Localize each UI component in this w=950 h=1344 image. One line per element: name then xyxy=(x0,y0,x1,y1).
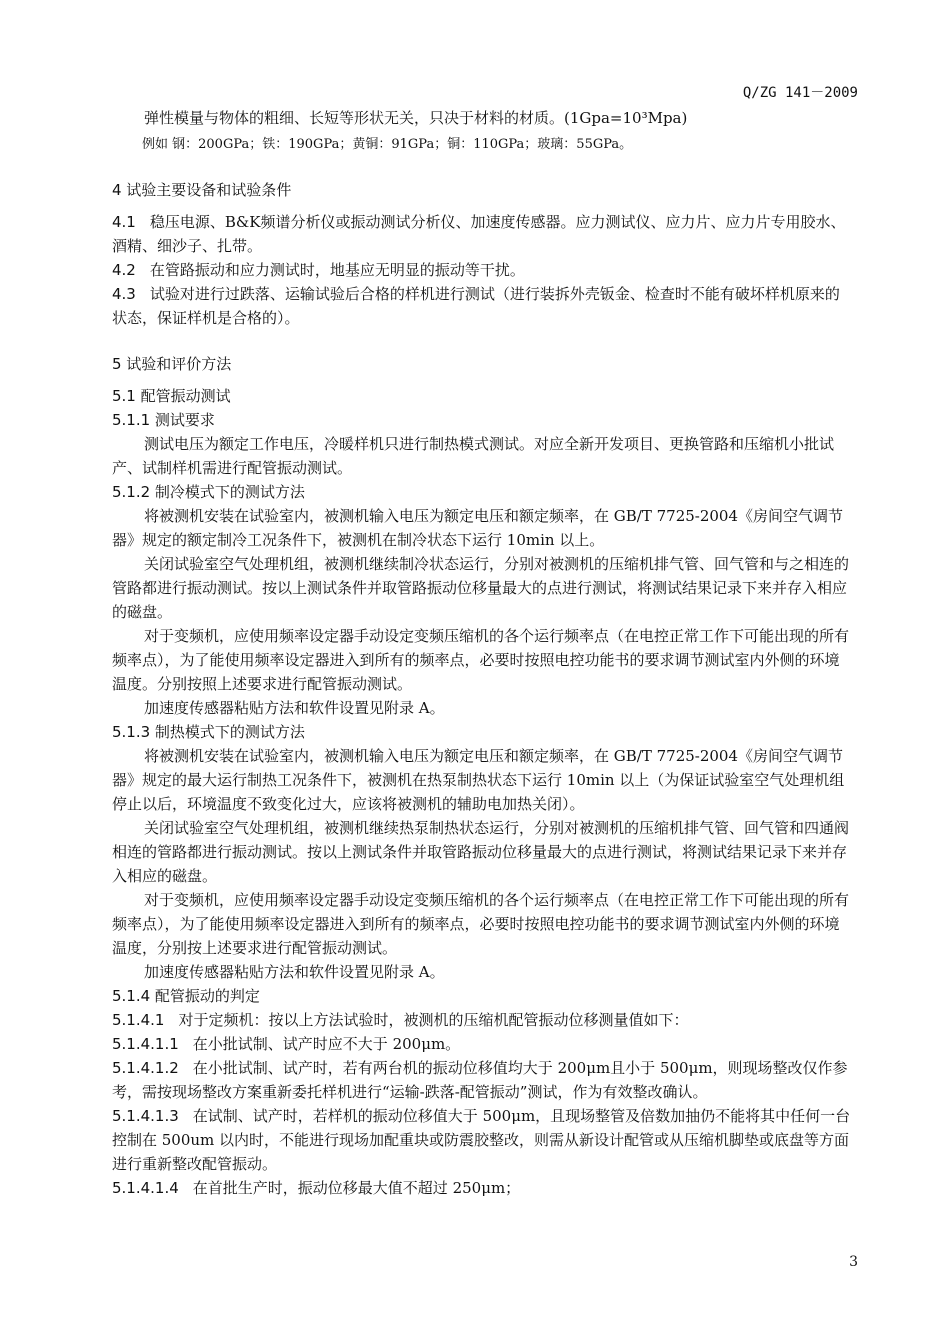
clause-5-1-4-1-2: 5.1.4.1.2 在小批试制、试产时，若有两台机的振动位移值均大于 200μm且小于 500μm，则现场整改仅作参考，需按现场整改方案重新委托样机进行“运输-跌落-配管振动”测试，作为有效整改确认。 xyxy=(112,1059,848,1101)
clause-5-1-1-text: 测试电压为额定工作电压，冷暖样机只进行制热模式测试。对应全新开发项目、更换管路和压缩机小批试产、试制样机需进行配管振动测试。 xyxy=(112,435,835,477)
section-5-1-1-title: 5.1.1 测试要求 xyxy=(112,411,215,429)
modulus-note: 弹性模量与物体的粗细、长短等形状无关，只决于材料的材质。(1Gpa=10³Mpa) xyxy=(144,109,688,127)
clause-5-1-2-p4: 加速度传感器粘贴方法和软件设置见附录 A。 xyxy=(144,699,445,717)
clause-5-1-2-p1: 将被测机安装在试验室内，被测机输入电压为额定电压和额定频率，在 GB/T 7725-2004《房间空气调节器》规定的额定制冷工况条件下，被测机在制冷状态下运行 10min 以上。 xyxy=(112,507,844,549)
clause-5-1-3-p2: 关闭试验室空气处理机组，被测机继续热泵制热状态运行，分别对被测机的压缩机排气管、回气管和四通阀相连的管路都进行振动测试。按以上测试条件并取管路振动位移量最大的点进行测试，将测试结果记录下来并存入相应的磁盘。 xyxy=(112,819,850,885)
clause-4-2: 4.2 在管路振动和应力测试时，地基应无明显的振动等干扰。 xyxy=(112,261,525,279)
modulus-examples: 例如 钢：200GPa；铁：190GPa；黄铜：91GPa；铜：110GPa；玻璃：55GPa。 xyxy=(142,137,633,152)
clause-4-1: 4.1 稳压电源、B&K频谱分析仪或振动测试分析仪、加速度传感器。应力测试仪、应力片、应力片专用胶水、酒精、细沙子、扎带。 xyxy=(112,213,846,255)
clause-5-1-4-1-3: 5.1.4.1.3 在试制、试产时，若样机的振动位移值大于 500μm，且现场整管及倍数加抽仍不能将其中任何一台控制在 500um 以内时，不能进行现场加配重块或防震胶整改，则需从新设计配管或从压缩机脚垫或底盘等方面进行重新整改配管振动。 xyxy=(112,1107,851,1173)
clause-5-1-4-1: 5.1.4.1 对于定频机：按以上方法试验时，被测机的压缩机配管振动位移测量值如下： xyxy=(112,1011,689,1029)
clause-5-1-4-1-4: 5.1.4.1.4 在首批生产时，振动位移最大值不超过 250μm； xyxy=(112,1179,521,1197)
section-4-title: 4 试验主要设备和试验条件 xyxy=(112,181,292,199)
section-5-1-3-title: 5.1.3 制热模式下的测试方法 xyxy=(112,723,305,741)
clause-5-1-3-p1: 将被测机安装在试验室内，被测机输入电压为额定电压和额定频率，在 GB/T 7725-2004《房间空气调节器》规定的最大运行制热工况条件下，被测机在热泵制热状态下运行 10min 以上（为保证试验室空气处理机组停止以后，环境温度不致变化过大，应该将被测机的辅助电加热关闭）。 xyxy=(112,747,845,813)
clause-4-3: 4.3 试验对进行过跌落、运输试验后合格的样机进行测试（进行装拆外壳钣金、检查时不能有破坏样机原来的状态，保证样机是合格的）。 xyxy=(112,285,840,327)
clause-5-1-3-p3: 对于变频机，应使用频率设定器手动设定变频压缩机的各个运行频率点（在电控正常工作下可能出现的所有频率点），为了能使用频率设定器进入到所有的频率点，必要时按照电控功能书的要求调节测试室内外侧的环境温度，分别按上述要求进行配管振动测试。 xyxy=(112,891,850,957)
document-code: Q/ZG 141－2009 xyxy=(742,85,858,101)
section-5-1-4-title: 5.1.4 配管振动的判定 xyxy=(112,987,260,1005)
clause-5-1-2-p2: 关闭试验室空气处理机组，被测机继续制冷状态运行，分别对被测机的压缩机排气管、回气管和与之相连的管路都进行振动测试。按以上测试条件并取管路振动位移量最大的点进行测试，将测试结果记录下来并存入相应的磁盘。 xyxy=(112,555,850,621)
clause-5-1-3-p4: 加速度传感器粘贴方法和软件设置见附录 A。 xyxy=(144,963,445,981)
section-5-1-2-title: 5.1.2 制冷模式下的测试方法 xyxy=(112,483,305,501)
page-number: 3 xyxy=(849,1254,858,1270)
clause-5-1-4-1-1: 5.1.4.1.1 在小批试制、试产时应不大于 200μm。 xyxy=(112,1035,461,1053)
section-5-title: 5 试验和评价方法 xyxy=(112,355,232,373)
section-5-1-title: 5.1 配管振动测试 xyxy=(112,387,231,405)
clause-5-1-2-p3: 对于变频机，应使用频率设定器手动设定变频压缩机的各个运行频率点（在电控正常工作下可能出现的所有频率点），为了能使用频率设定器进入到所有的频率点，必要时按照电控功能书的要求调节测试室内外侧的环境温度。分别按照上述要求进行配管振动测试。 xyxy=(112,627,850,693)
document-body xyxy=(112,106,854,1200)
